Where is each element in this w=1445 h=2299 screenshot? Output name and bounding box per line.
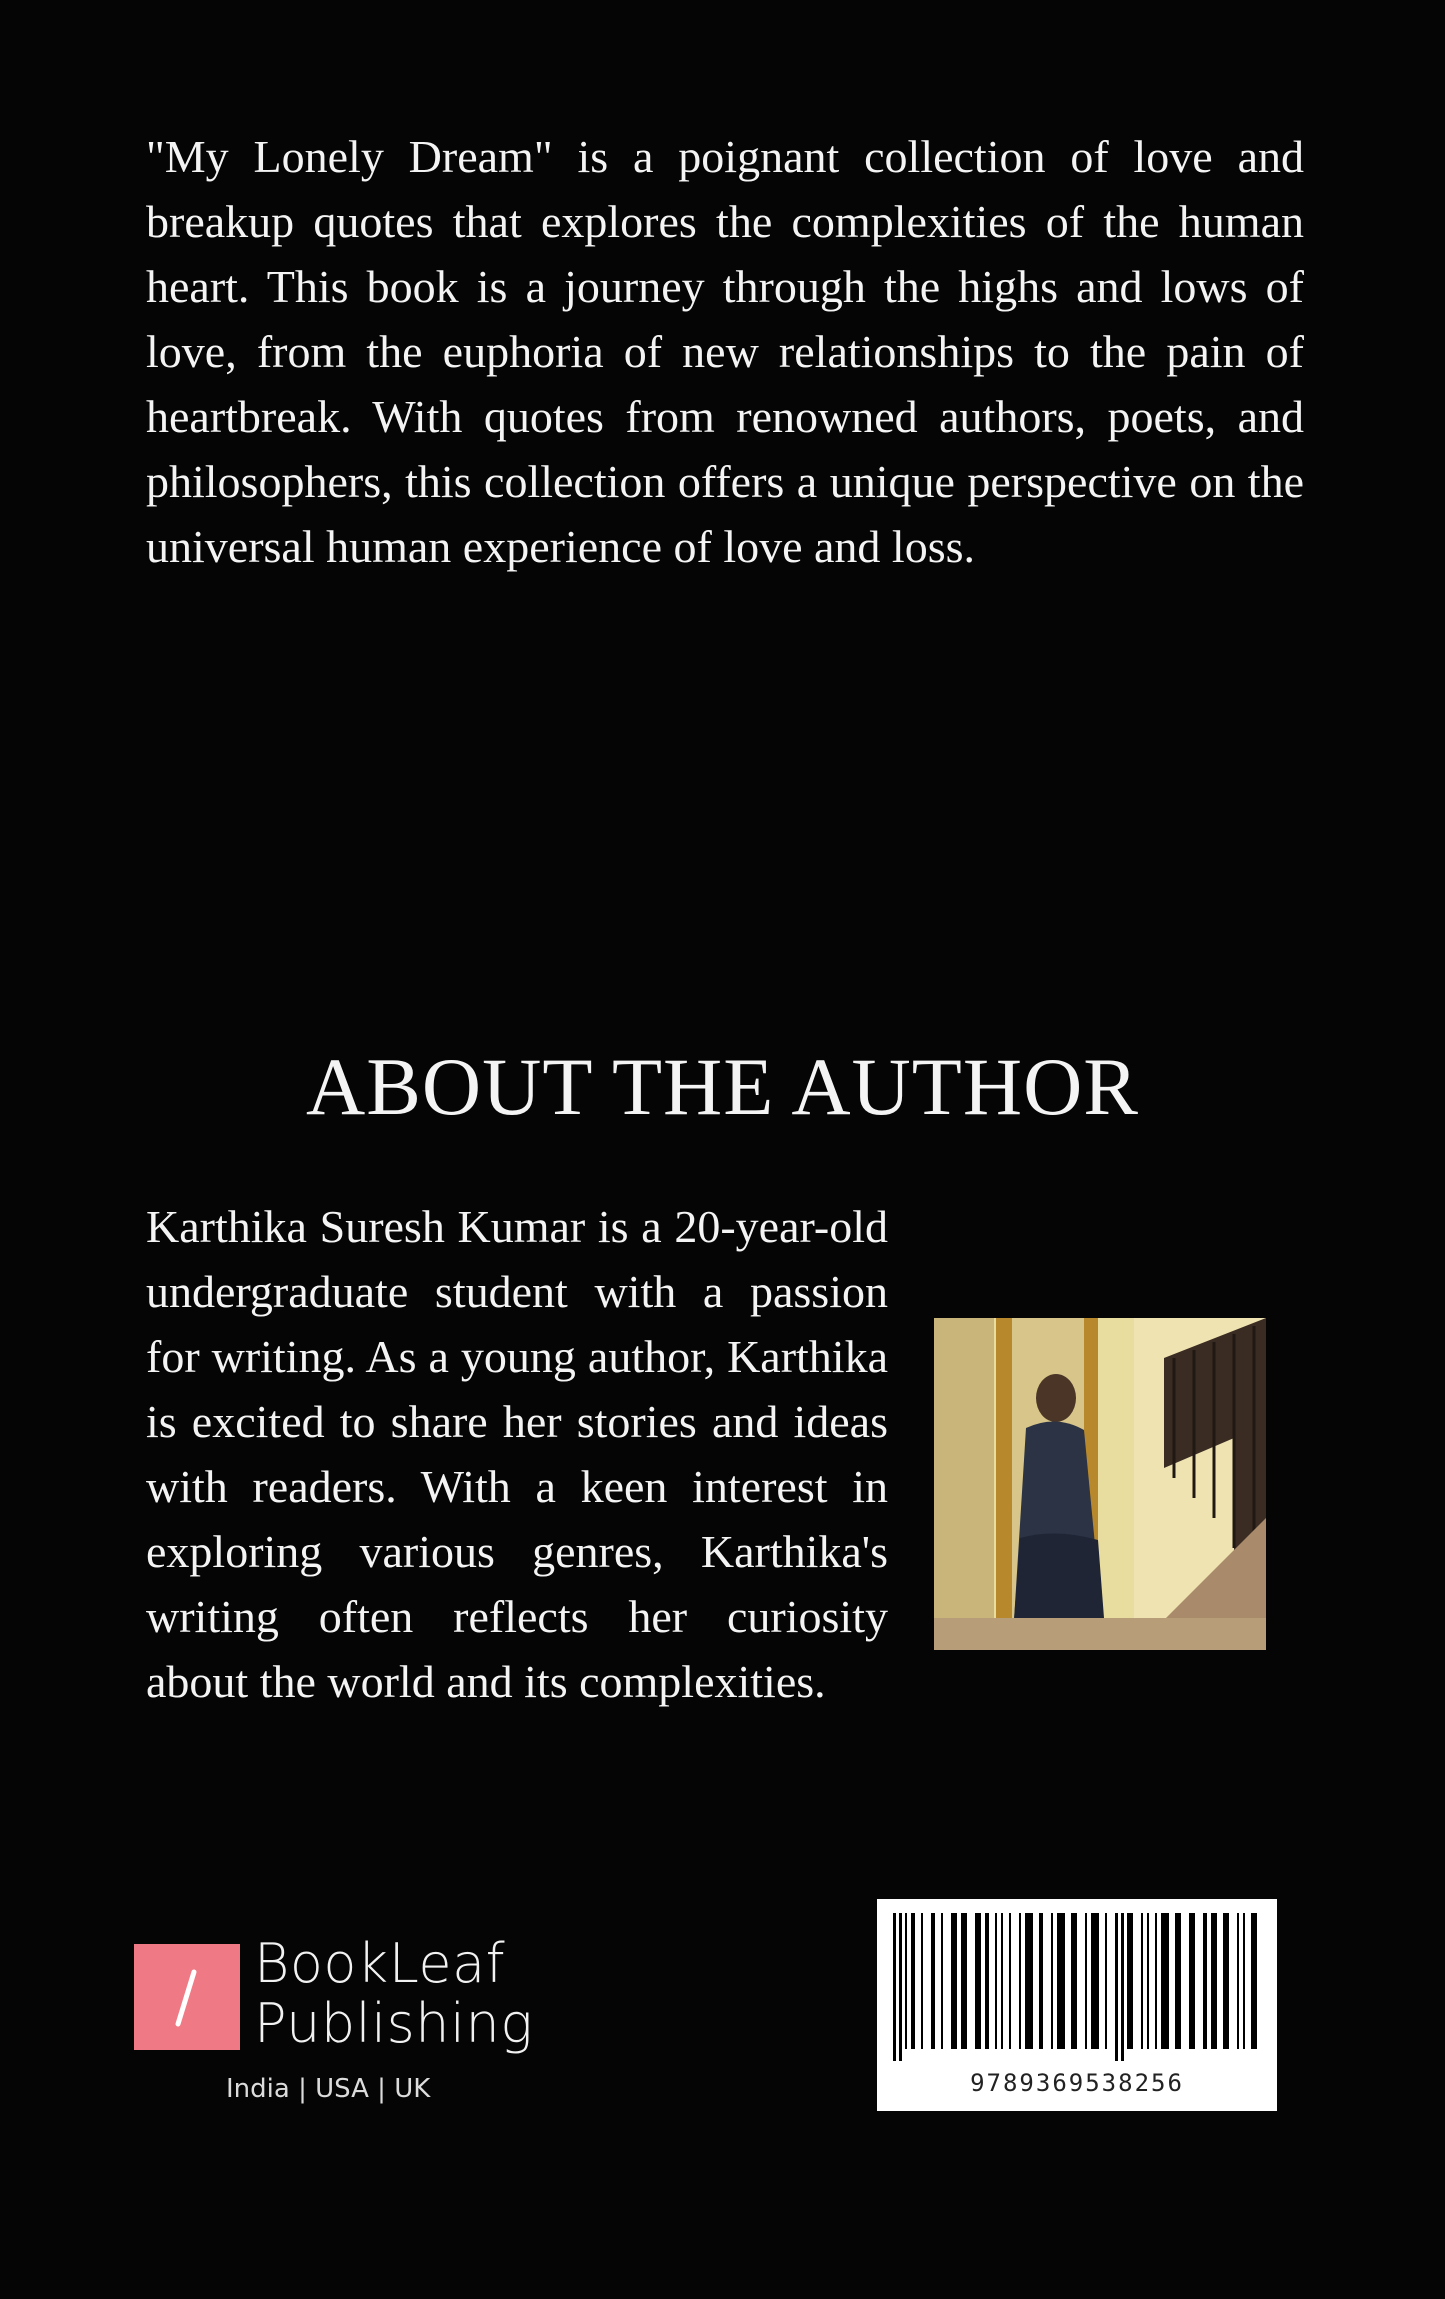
barcode-bar xyxy=(1019,1913,1021,2049)
barcode-bar xyxy=(961,1913,967,2049)
barcode-bar xyxy=(893,1913,896,2061)
barcode-bar xyxy=(1051,1913,1053,2049)
barcode-bar xyxy=(1085,1913,1087,2049)
barcode-bar xyxy=(1211,1913,1217,2049)
barcode-bar xyxy=(921,1913,923,2049)
barcode-bar xyxy=(1121,1913,1124,2061)
barcode-bar xyxy=(1203,1913,1207,2049)
barcode-bar xyxy=(951,1913,957,2049)
barcode-bar xyxy=(1243,1913,1245,2049)
barcode-bar xyxy=(1147,1913,1149,2049)
barcode-bar xyxy=(1141,1913,1143,2049)
barcode-bar xyxy=(1071,1913,1077,2049)
isbn-barcode xyxy=(877,1899,1277,2111)
barcode-bar xyxy=(985,1913,989,2049)
barcode-bar xyxy=(1057,1913,1065,2049)
barcode-bar xyxy=(1115,1913,1118,2061)
barcode-bar xyxy=(1091,1913,1099,2049)
barcode-bar xyxy=(1223,1913,1229,2049)
barcode-bar xyxy=(1025,1913,1033,2049)
barcode-bar xyxy=(1161,1913,1169,2049)
barcode-bar xyxy=(1001,1913,1003,2049)
publisher-name-line1: BookLeaf xyxy=(254,1932,506,1995)
publisher-name-line2: Publishing xyxy=(254,1992,534,2055)
barcode-bars xyxy=(891,1913,1263,2061)
barcode-bar xyxy=(1155,1913,1157,2049)
barcode-bar xyxy=(1009,1913,1011,2049)
barcode-bar xyxy=(1127,1913,1133,2049)
barcode-bar xyxy=(975,1913,981,2049)
barcode-bar xyxy=(1251,1913,1257,2049)
barcode-bar xyxy=(905,1913,907,2049)
book-blurb: "My Lonely Dream" is a poignant collection of love and breakup quotes that explores the complexities of the human heart. This book is a journey through the highs and lows of love, from the euphoria of new relationships to the pain of heartbreak. With quotes from renowned authors, poets, and philosophers, this collection offers a unique perspective on the universal human experience of love and loss. xyxy=(146,131,1304,572)
barcode-bar xyxy=(995,1913,997,2049)
barcode-bar xyxy=(931,1913,935,2049)
barcode-bar xyxy=(899,1913,902,2061)
slash-logo-icon xyxy=(134,1944,240,2050)
publisher-name xyxy=(254,1934,574,2054)
barcode-bar xyxy=(1189,1913,1195,2049)
barcode-bar xyxy=(1105,1913,1107,2049)
barcode-bar xyxy=(941,1913,943,2049)
barcode-bar xyxy=(1175,1913,1181,2049)
isbn-number: 9789369538256 xyxy=(970,2069,1184,2097)
author-photo xyxy=(934,1318,1266,1650)
barcode-bar xyxy=(911,1913,915,2049)
publisher-regions: India | USA | UK xyxy=(226,2074,431,2104)
about-the-author-heading: ABOUT THE AUTHOR xyxy=(306,1041,1139,1132)
barcode-bar xyxy=(1039,1913,1043,2049)
barcode-bar xyxy=(1237,1913,1239,2049)
author-bio: Karthika Suresh Kumar is a 20-year-old undergraduate student with a passion for writing. As a young author, Karthika is excited to share her stories and ideas with readers. With a keen interest in exploring various genres, Karthika's writing often reflects her curiosity about the world and its complexities. xyxy=(146,1201,888,1707)
